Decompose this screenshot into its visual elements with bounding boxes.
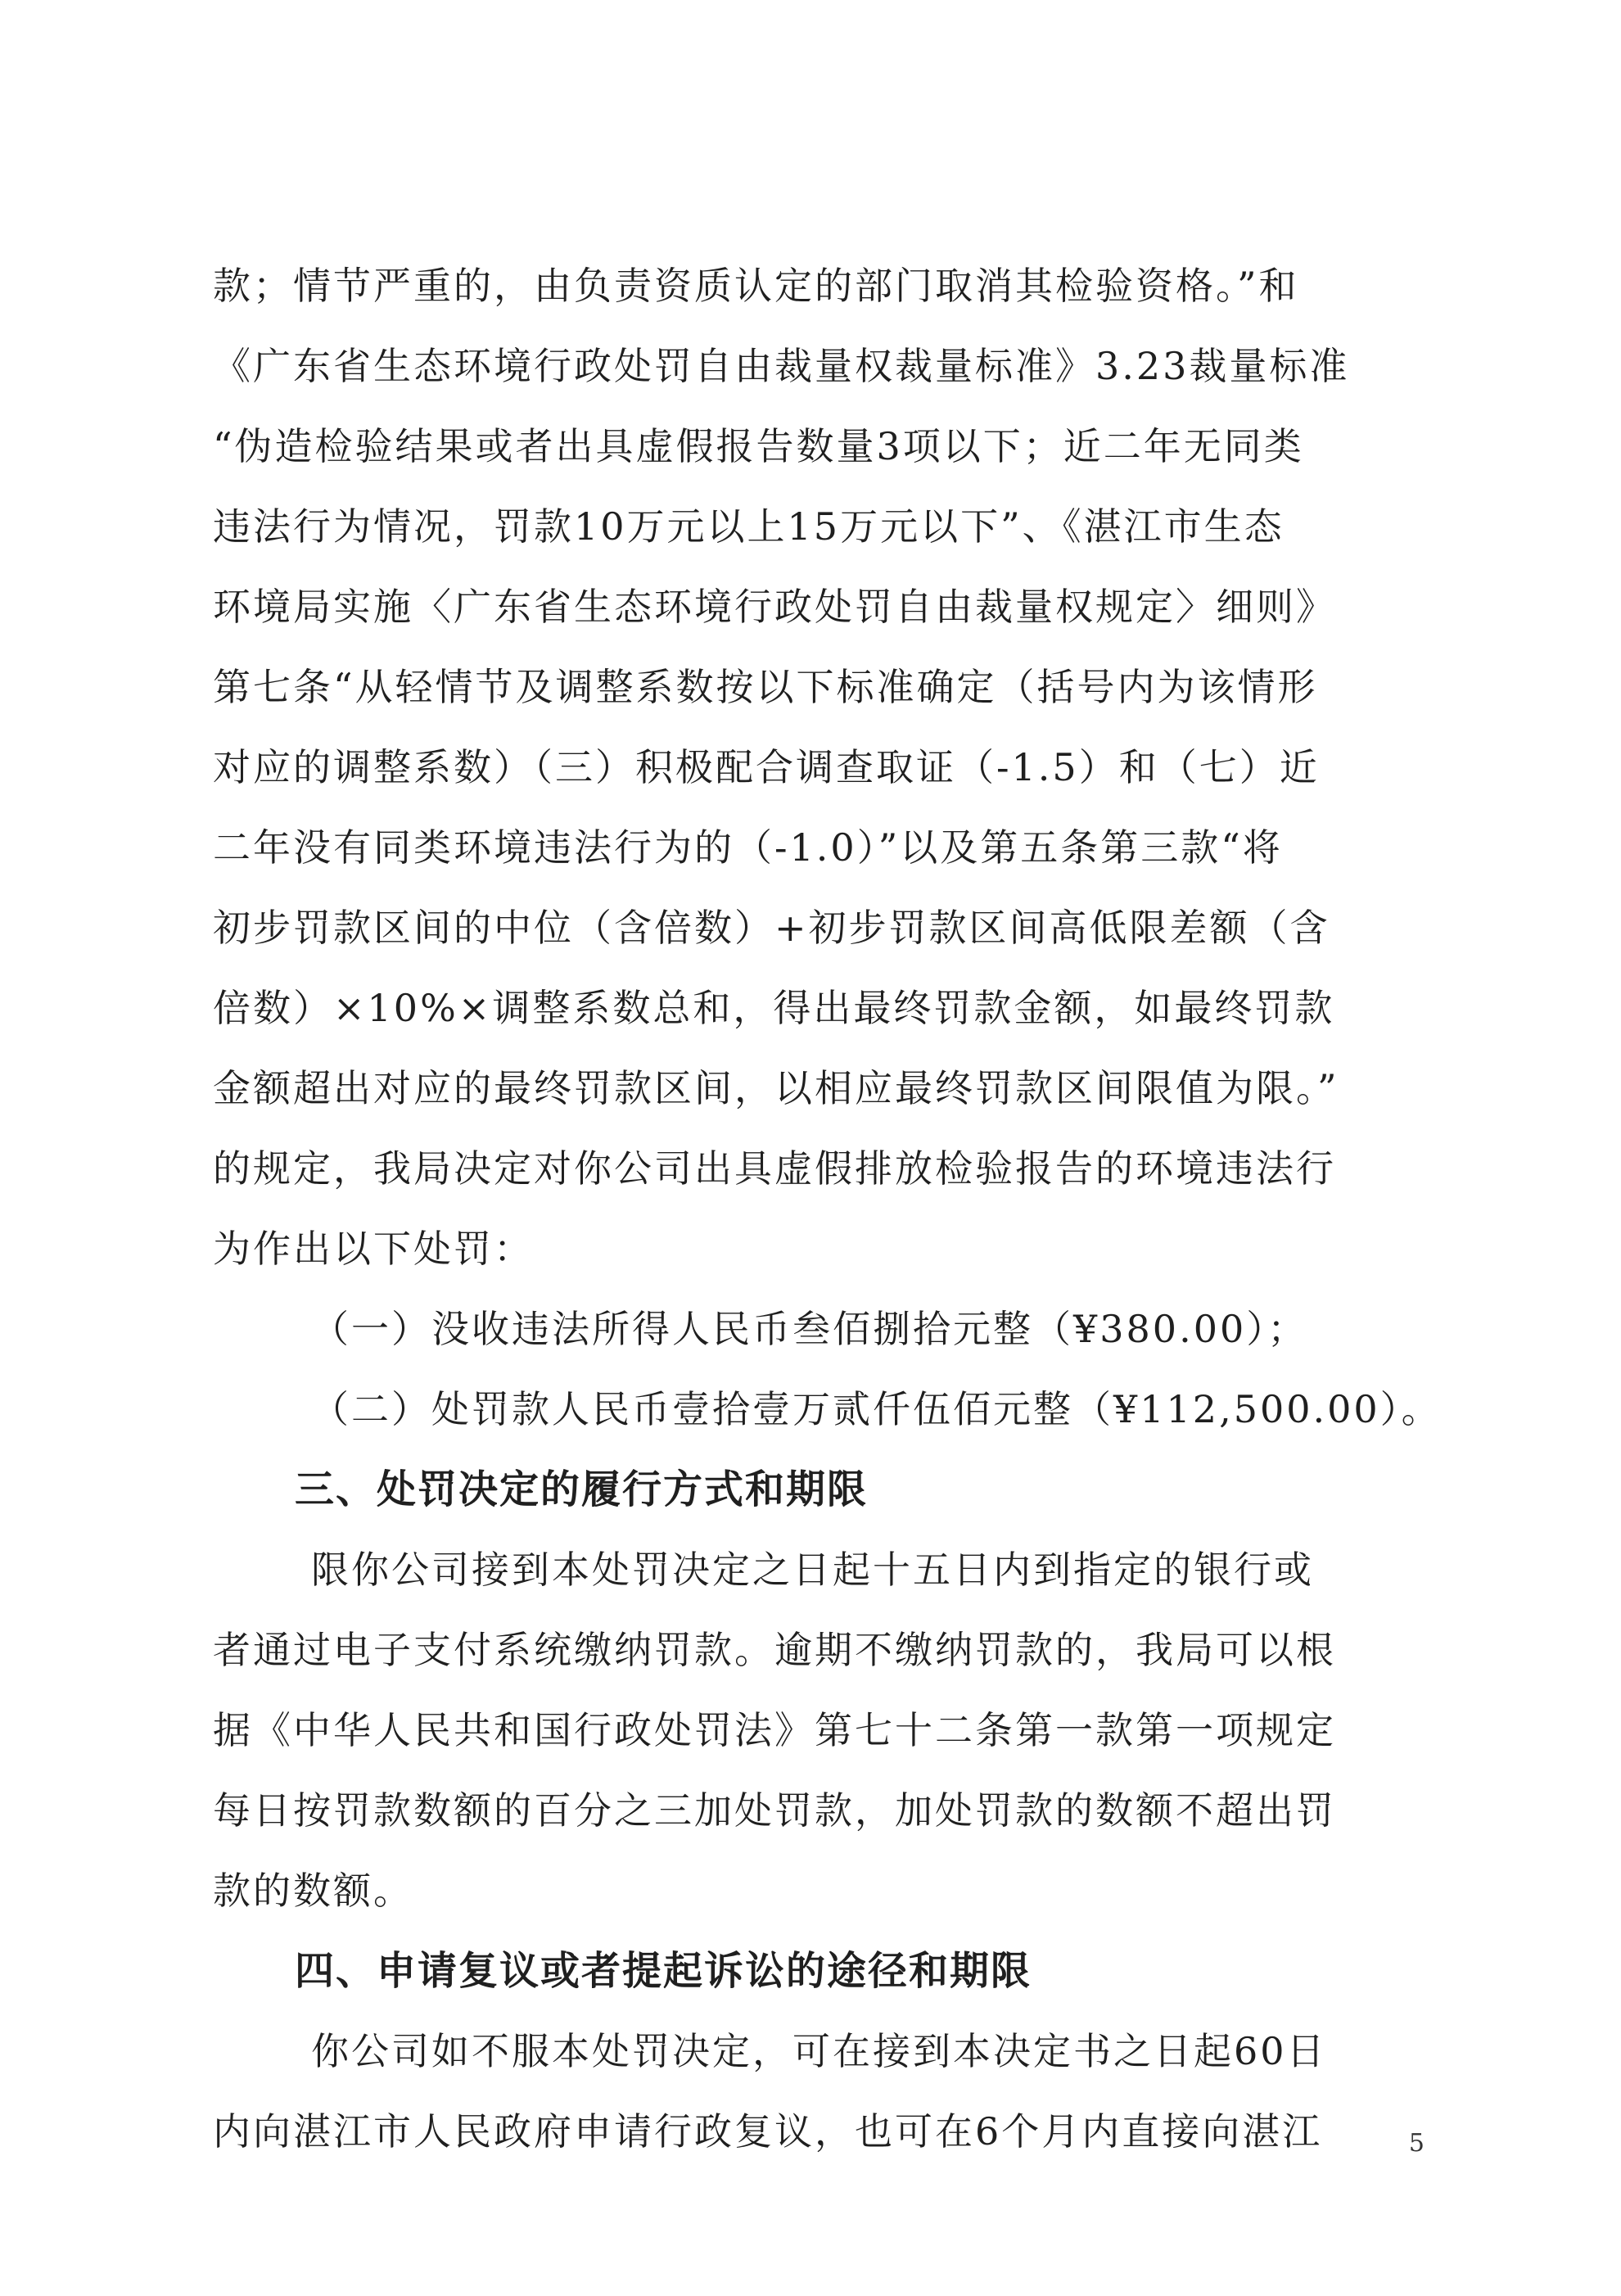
section-heading-appeal: 四、申请复议或者提起诉讼的途径和期限: [295, 1948, 1032, 1994]
penalty-item: （二）处罚款人民币壹拾壹万贰仟伍佰元整（¥112,500.00）。: [311, 1387, 1442, 1431]
paragraph-line: “伪造检验结果或者出具虚假报告数量3项以下；近二年无同类: [213, 424, 1304, 468]
page-number: 5: [1408, 2129, 1425, 2158]
paragraph-line: 金额超出对应的最终罚款区间，以相应最终罚款区间限值为限。”: [213, 1066, 1339, 1110]
paragraph-line: 倍数）×10%×调整系数总和，得出最终罚款金额，如最终罚款: [213, 986, 1335, 1030]
paragraph-line: 的规定，我局决定对你公司出具虚假排放检验报告的环境违法行: [213, 1146, 1336, 1191]
paragraph-line: 《广东省生态环境行政处罚自由裁量权裁量标准》3.23裁量标准: [213, 344, 1350, 388]
paragraph-line: 对应的调整系数）（三）积极配合调查取证（-1.5）和（七）近: [213, 745, 1320, 789]
document-body: [213, 246, 1442, 2172]
paragraph-line: 每日按罚款数额的百分之三加处罚款，加处罚款的数额不超出罚: [213, 1788, 1336, 1833]
paragraph-line: 你公司如不服本处罚决定，可在接到本决定书之日起60日: [311, 2029, 1327, 2073]
paragraph-line: 为作出以下处罚：: [213, 1227, 534, 1271]
paragraph-line: 初步罚款区间的中位（含倍数）+初步罚款区间高低限差额（含: [213, 906, 1330, 950]
paragraph-line: 内向湛江市人民政府申请行政复议，也可在6个月内直接向湛江: [213, 2109, 1323, 2154]
paragraph-line: 款的数额。: [213, 1869, 413, 1913]
paragraph-line: 环境局实施〈广东省生态环境行政处罚自由裁量权规定〉细则》: [213, 585, 1336, 629]
paragraph-line: 限你公司接到本处罚决定之日起十五日内到指定的银行或: [311, 1548, 1314, 1592]
section-heading-performance: 三、处罚决定的履行方式和期限: [295, 1467, 869, 1512]
paragraph-line: 据《中华人民共和国行政处罚法》第七十二条第一款第一项规定: [213, 1708, 1336, 1752]
paragraph-line: 第七条“从轻情节及调整系数按以下标准确定（括号内为该情形: [213, 665, 1318, 709]
paragraph-line: 二年没有同类环境违法行为的（-1.0）”以及第五条第三款“将: [213, 825, 1283, 870]
paragraph-line: 者通过电子支付系统缴纳罚款。逾期不缴纳罚款的，我局可以根: [213, 1628, 1336, 1672]
penalty-item: （一）没收违法所得人民币叁佰捌拾元整（¥380.00）；: [311, 1307, 1308, 1351]
paragraph-line: 款；情节严重的，由负责资质认定的部门取消其检验资格。”和: [213, 264, 1299, 308]
paragraph-line: 违法行为情况，罚款10万元以上15万元以下”、《湛江市生态: [213, 504, 1285, 549]
